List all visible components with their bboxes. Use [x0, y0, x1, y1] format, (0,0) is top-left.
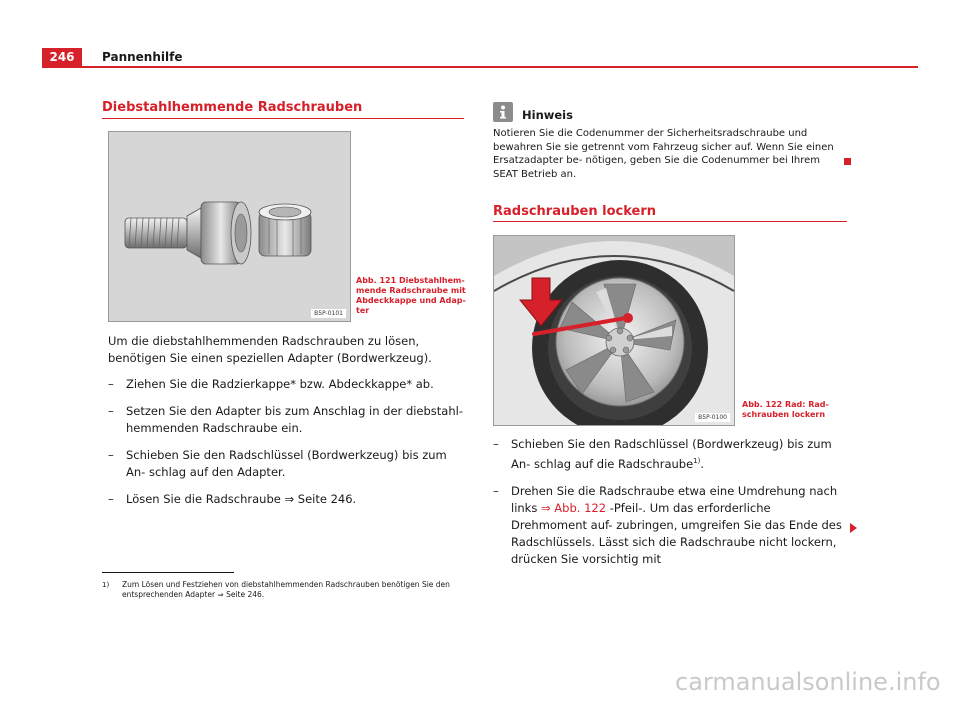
page-number: 246: [42, 48, 82, 67]
list-item: – Setzen Sie den Adapter bis zum Anschlag in der diebstahl- hemmenden Radschraube ein.: [108, 404, 463, 435]
section-title-right: Radschrauben lockern: [493, 204, 657, 219]
list-item: – Drehen Sie die Radschraube etwa eine Umdrehung nach links ⇒ Abb. 122 -Pfeil-. Um das erforderliche Drehmoment auf- zubringen, umgreifen Sie das Ende des Radschlüssels. Lässt sich die Radschraube nicht lockern, drücken Sie vorsichtig mit: [493, 483, 842, 566]
page-reference[interactable]: ⇒ Seite 246: [284, 492, 353, 506]
header-title: Pannenhilfe: [102, 50, 183, 64]
wheel-illustration: [494, 236, 734, 425]
step-list-right: [493, 436, 848, 578]
figure-code: B5P-0101: [311, 309, 346, 318]
note-text: Notieren Sie die Codenummer der Sicherheitsradschraube und bewahren Sie sie getrennt vom Fahrzeug sicher auf. Wenn Sie einen Ersatzadapter be- nötigen, geben Sie die Codenummer bei Ihrem SEAT Betrieb an.: [493, 128, 834, 180]
intro-paragraph: Um die diebstahlhemmenden Radschrauben zu lösen, benötigen Sie einen speziellen Adapter (Bordwerkzeug).: [108, 334, 432, 365]
lock-bolt-illustration: [109, 132, 350, 321]
section-rule-left: [102, 118, 464, 119]
list-item: – Schieben Sie den Radschlüssel (Bordwerkzeug) bis zum An- schlag auf die Radschraube$^{1)}$.: [493, 437, 832, 471]
figure-code: B5P-0100: [695, 413, 730, 422]
info-icon: [493, 102, 513, 122]
figure-121: [108, 131, 351, 322]
figure-122: [493, 235, 735, 426]
footnote-marker: 1): [102, 581, 110, 589]
section-title-left: Diebstahlhemmende Radschrauben: [102, 100, 363, 115]
figure-reference[interactable]: ⇒ Abb. 122: [541, 500, 607, 515]
figure-caption-122: Abb. 122 Rad: Rad- schrauben lockern: [742, 400, 829, 419]
list-item: – Lösen Sie die Radschraube ⇒ Seite 246.: [108, 492, 357, 506]
watermark: carmanualsonline.info: [675, 668, 941, 696]
list-item: – Schieben Sie den Radschlüssel (Bordwerkzeug) bis zum An- schlag auf den Adapter.: [108, 448, 447, 479]
list-item: – Ziehen Sie die Radzierkappe* bzw. Abdeckkappe* ab.: [108, 377, 434, 391]
continue-arrow-icon: [850, 523, 857, 533]
section-rule-right: [493, 221, 847, 222]
figure-caption-121: Abb. 121 Diebstahlhem- mende Radschraube mit Abdeckkappe und Adap- ter: [356, 276, 466, 315]
note-title: Hinweis: [522, 108, 573, 122]
header-rule: [42, 66, 918, 68]
step-list-left: [108, 376, 464, 518]
end-square-icon: [844, 158, 851, 165]
footnote-ref[interactable]: 1): [693, 457, 701, 465]
footnote-rule: [102, 572, 234, 573]
footnote-text: Zum Lösen und Festziehen von diebstahlhemmenden Radschrauben benötigen Sie den entsprechenden Adapter ⇒ Seite 246.: [122, 580, 450, 599]
